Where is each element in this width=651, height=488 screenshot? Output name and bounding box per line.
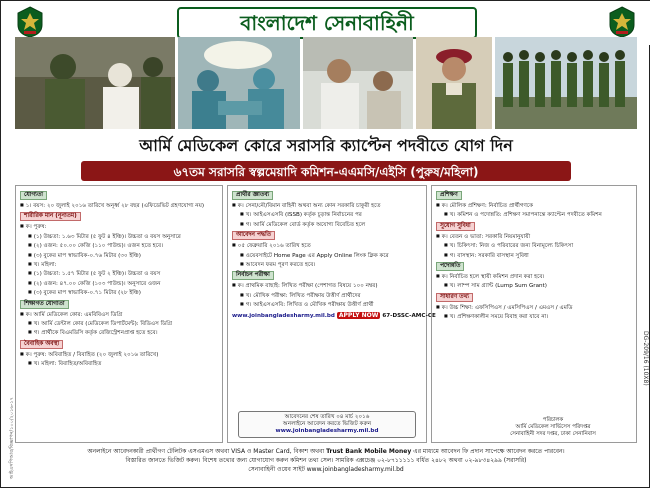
signature-block [478,417,628,438]
page-title [177,7,477,39]
army-emblem-icon [15,5,45,39]
section-line: ■ ০৫ ফেব্রুয়ারি ২০১৬ তারিখ হতে [232,241,422,250]
ispr-code [0,361,15,481]
section-heading: নির্বাচন পরীক্ষা [232,271,274,280]
section-heading: শারীরিক মান (নূন্যতম) [20,212,81,221]
section-line: ■ (৩) বুকের মাপ স্বাভাবিক-০.৭১ মিটার (২৮ ইঞ্চি) [20,288,218,297]
section-line: ■ ১। বয়স: ২০ জুলাই ২০১৬ তারিখে অনূর্ধ্ব ২৮ বছর (এফিডেভিট গ্রহণযোগ্য নয়) [20,201,218,210]
section-line: ■ খ। মহিলা: [20,260,218,269]
section-line: ■ ক। নির্বাচিত হলে স্থায়ী কমিশন প্রদান করা হবে। [436,272,632,281]
reference-code-text: DG-209/16 (10X8) [642,331,649,386]
apply-row [232,311,436,320]
footer-line-contact: বিস্তারিত জানতে ভিজিট করুন। বিশেষ তথ্যের জন্য যোগাযোগ করুন কমিশন তথ্য সেল। সামরিক এক্সচেঞ্জ ০২-৮৭১১১১১ বর্ধিত ২৪৮২ অথবা ০২-৯৮৩৪২৯৯ (সরাসরি) [125,457,527,464]
signature-address: সেনাবাহিনী সদর দপ্তর, ঢাকা সেনানিবাস [510,431,596,437]
section-line: ■ গ। প্রার্থীকে বিএমডিসি কর্তৃক রেজিস্ট্রেশনপ্রাপ্ত হতে হবে। [20,328,218,337]
commission-banner [81,161,571,181]
apply-url[interactable]: www.joinbangladesharmy.mil.bd [232,312,335,319]
section-heading: আবেদন পদ্ধতি [232,231,275,240]
photo-strip [15,37,637,129]
commission-banner-text: ৬৭তম সরাসরি স্বল্পমেয়াদি কমিশন-এএমসি/এইসি (পুরুষ/মহিলা) [173,165,479,179]
parade-photo [495,37,637,129]
army-emblem-icon [607,5,637,39]
section-line: ■ গ। আর্মি মেডিকেল বোর্ড কর্তৃক অযোগ্য বিবেচিত হলে [232,220,422,229]
section-line: ■ খ। লাম্প সাম গ্র্যান্ট (Lump Sum Grant) [436,281,632,290]
section-line: ■ গ। আইএসএসবি: লিখিত ও মৌখিক পরীক্ষায় উত্তীর্ণ প্রার্থী [232,300,422,309]
section-line: ■ আবেদন ফরম পূরণ করতে হবে। [232,260,422,269]
section-heading: প্রার্থীর জ্ঞাতব্য [232,191,273,200]
section-line: ■ (৩) বুকের মাপ স্বাভাবিক-০.৭৬ মিটার (৩০ ইঞ্চি) [20,251,218,260]
section-heading: শিক্ষাগত যোগ্যতা [20,300,69,309]
section-line: ■ ওয়েবসাইটে Home Page এর Apply Online লিংক ক্লিক করে [232,251,422,260]
section-line: ■ গ। বাসস্থান: সরকারি বাসস্থান সুবিধা [436,251,632,260]
trust-bank-mobile-money: Trust Bank Mobile Money [326,448,412,455]
apply-now-badge[interactable]: APPLY NOW [338,311,379,319]
section-heading: সুযোগ সুবিধা [436,222,475,231]
slogan [63,132,589,160]
section-line: ■ খ। মৌখিক পরীক্ষা: লিখিত পরীক্ষায় উত্তীর্ণ প্রার্থীদের [232,291,422,300]
deadline-date: আবেদনের শেষ তারিখ ০৪ মার্চ ২০১৬ [284,414,370,420]
section-line: ■ ক। আর্মি মেডিকেল কোর: এমবিবিএস ডিগ্রি [20,310,218,319]
section-line: ■ (১) উচ্চতা: ১.৫৭ মিটার (৫ ফুট ২ ইঞ্চি)। উচ্চতা ও বয়স [20,269,218,278]
section-heading: পদোন্নতি [436,262,464,271]
section-line: ■ খ। আর্মি ডেন্টাল কোর (মেডিকেল ডিপার্টমেন্ট): বিডিএস ডিগ্রি [20,319,218,328]
footer-line-payment [15,447,637,456]
section-heading: সাধারণ তথ্য [436,293,473,302]
section-line: ■ (২) ওজন: ৫০.০০ কেজি (১১০ পাউন্ড)। ওজন হতে হবে। [20,241,218,250]
slogan-text: আর্মি মেডিকেল কোরে সরাসরি ক্যাপ্টেন পদবীতে যোগ দিন [139,136,513,155]
section-line: ■ ক। উচ্চ শিক্ষা: এফসিপিএস / এমসিপিএস / এমএস / এমডি [436,303,632,312]
eligibility-column [15,185,223,443]
deadline-url[interactable]: www.joinbangladesharmy.mil.bd [275,428,379,434]
deadline-instruction: অনলাইনে আবেদন করতে ভিজিট করুন [282,421,372,427]
doctor-patient-photo [303,37,413,129]
reference-code [639,331,651,481]
apply-code: 67-DSSC-AMC-CE [382,312,436,319]
footer-line-website[interactable]: সেনাবাহিনী ওয়েব সাইট www.joinbangladesharmy.mil.bd [248,466,404,473]
application-column [227,185,436,443]
section-line: ■ ক। পুরুষ: অবিবাহিত / বিবাহিত (২০ জুলাই ২০১৬ তারিখে) [20,350,218,359]
deadline-box [238,411,416,438]
footer-payment-text-b: এর মাধ্যমে আবেদন ফি প্রদান সাপেক্ষে আবেদন করতে পারবেন। [413,448,565,455]
section-line: ■ (১) উচ্চতা: ১.৬৩ মিটার (৫ ফুট ৪ ইঞ্চি)। উচ্চতা ও বয়স অনুসারে [20,232,218,241]
footer-payment-text-a: অনলাইনে আবেদনকারী প্রার্থীগণ টেলিটক এসএমএস অথবা VISA ও Master Card, বিকাশ অথবা [87,448,325,455]
signature-title: পরিচালক [542,417,564,423]
section-heading: প্রশিক্ষণ [436,191,462,200]
section-line: ■ খ। চিকিৎসা: নিজ ও পরিবারের জন্য বিনামূল্যে চিকিৎসা [436,241,632,250]
soldier-nurse-photo [15,37,175,129]
section-line: ■ খ। কমিশন ও পদোন্নতি: প্রশিক্ষণ সমাপনান্তে ক্যাপ্টেন পদবীতে কমিশন [436,210,632,219]
body-columns [15,185,637,443]
section-line: ■ ক। মৌলিক প্রশিক্ষণ: নির্বাচিত প্রার্থীগণকে [436,201,632,210]
signature-office: আর্মি মেডিকেল সার্ভিসেস পরিদপ্তর [515,424,591,430]
section-line: ■ ক। প্রাথমিক বাছাই: লিখিত পরীক্ষা (পেশাগত বিষয়ে ১০০ নম্বর) [232,281,422,290]
training-column [431,185,637,443]
section-heading: বৈবাহিক অবস্থা [20,340,63,349]
section-line: ■ খ। মহিলা: বিবাহিত/অবিবাহিত [20,359,218,368]
section-line: ■ খ। প্রশিক্ষণকালীন সময়ে বিবাহ করা যাবে না। [436,312,632,321]
footer [15,447,637,483]
page-title-text: বাংলাদেশ সেনাবাহিনী [240,11,414,35]
female-officer-photo [416,37,492,129]
section-line: ■ (২) ওজন: ৪৭.০০ কেজি (১০৩ পাউন্ড)। অনুসারে ওজন [20,279,218,288]
surgery-photo [178,37,300,129]
section-heading: যোগ্যতা [20,191,47,200]
section-line: ■ ক। সেনা/নৌ/বিমান বাহিনী অথবা অন্য কোন সরকারি চাকুরী হতে [232,201,422,210]
section-line: ■ খ। আইএসএসবি (ISSB) কর্তৃক চূড়ান্ত নির্বাচনের পর [232,210,422,219]
ispr-code-text: আইএসপিআর/বিজ্ঞাপন/১০০/২০১৬-১৭ [9,397,15,479]
section-line: ■ ক। বেতন ও ভাতা: সরকারি নিয়মানুযায়ী [436,232,632,241]
section-line: ■ ক। পুরুষ: [20,222,218,231]
